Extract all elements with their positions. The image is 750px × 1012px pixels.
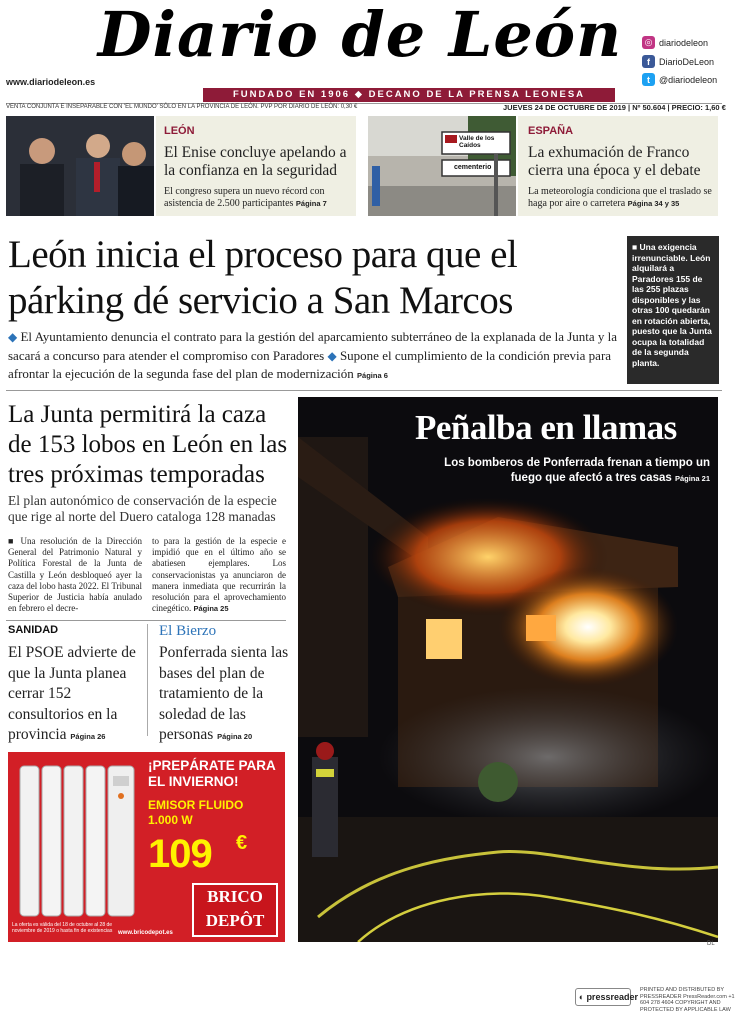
social-facebook-label: DiarioDeLeon <box>659 56 715 67</box>
main-sidebar-box <box>627 236 719 384</box>
teaser-espana-subhead <box>528 186 718 210</box>
twitter-icon: t <box>642 73 655 86</box>
teaser-leon-page: Página 7 <box>295 199 327 208</box>
lobos-col-2-text: to para la gestión de la especie e impidió que en el último año se abatiesen ejemplares. Los conservacionistas ya anunciaron de manera inmediata que recurrirán la resolución para el aprovechamiento cinegético. <box>152 536 286 614</box>
brico-logo-1: BRICO <box>207 887 263 906</box>
franco-photo[interactable] <box>368 116 516 216</box>
instagram-icon: ◎ <box>642 36 655 49</box>
teaser-leon-headline: El Enise concluye apelando a la confianza en la seguridad <box>164 144 347 179</box>
ad-headline <box>148 758 276 790</box>
photo-credit: DL <box>707 941 715 947</box>
ad-url[interactable]: www.bricodepot.es <box>118 930 173 936</box>
brico-logo-2: DEPÔT <box>205 911 265 930</box>
lobos-subhead: El plan autonómico de conservación de la especie que rige al norte del Duero cataloga 128 manadas <box>8 493 277 524</box>
bierzo-headline-text: Ponferrada sienta las bases del plan de tratamiento de la soledad de las personas <box>159 644 289 743</box>
pressreader-icon: ◐ <box>579 992 585 1002</box>
penalba-subhead <box>430 456 710 486</box>
ad-fine-print: La oferta es válida del 18 de octubre al 28 de noviembre de 2019 o hasta fin de existencias <box>12 922 113 934</box>
teaser-leon-section: LEÓN <box>164 125 195 137</box>
teaser-leon-subhead <box>164 186 356 210</box>
enise-photo-image <box>6 116 154 216</box>
divider <box>6 620 286 621</box>
lobos-col-1-text: Una resolución de la Dirección General del Patrimonio Natural y Política Forestal de la Junta de Castilla y León desbloqueó ayer la caza del lobo hasta 2022. El Tribunal Superior de Justicia había anulado en febrero el decre- <box>8 536 142 614</box>
main-body-2: Supone el cumplimiento de la condición previa para afrontar la ejecución de la segunda fase del plan de modernización <box>8 347 612 381</box>
website-url[interactable]: www.diariodeleon.es <box>6 77 96 87</box>
social-instagram-label: diariodeleon <box>659 37 709 48</box>
footer-note: PRINTED AND DISTRIBUTED BY PRESSREADER PressReader.com +1 604 278 4604 COPYRIGHT AND PROTECTED BY APPLICABLE LAW <box>640 987 735 1012</box>
brico-depot-logo <box>192 883 278 937</box>
sanidad-headline[interactable] <box>8 643 148 748</box>
social-instagram[interactable] <box>642 36 708 49</box>
franco-photo-image <box>368 116 516 216</box>
penalba-headline[interactable]: Peñalba en llamas <box>415 408 677 447</box>
motto-bar: FUNDADO EN 1906 ◆ DECANO DE LA PRENSA LEONESA <box>203 88 615 102</box>
sanidad-page: Página 26 <box>70 732 106 741</box>
main-page: Página 6 <box>357 371 388 380</box>
sanidad-headline-text: El PSOE advierte de que la Junta planea cerrar 152 consultorios en la provincia <box>8 644 136 743</box>
ad-product <box>148 798 243 828</box>
main-body <box>8 328 620 385</box>
teaser-leon-subhead-text: El congreso supera un nuevo récord con asistencia de 2.500 participantes <box>164 186 325 209</box>
facebook-icon: f <box>642 55 655 68</box>
teaser-espana-headline: La exhumación de Franco cierra una época y el debate <box>528 144 701 179</box>
teaser-espana-section: ESPAÑA <box>528 125 574 137</box>
bierzo-page: Página 20 <box>217 732 253 741</box>
bierzo-headline[interactable] <box>159 643 289 748</box>
square-bullet-icon: ■ <box>632 242 640 252</box>
teaser-espana[interactable] <box>518 116 718 216</box>
social-twitter[interactable] <box>642 73 717 86</box>
column-divider <box>147 624 148 736</box>
social-twitter-label: @diariodeleon <box>659 74 718 85</box>
bierzo-section: El Bierzo <box>159 623 217 639</box>
diamond-bullet-icon: ◆ <box>327 348 337 363</box>
ad-product-1: EMISOR FLUIDO <box>148 798 244 812</box>
ad-headline-1: ¡PREPÁRATE PARA <box>148 758 276 773</box>
enise-photo[interactable] <box>6 116 154 216</box>
ad-headline-2: EL INVIERNO! <box>148 774 239 789</box>
radiator-icon <box>16 762 138 920</box>
social-facebook[interactable] <box>642 55 714 68</box>
sidebar-text: León alquilará a Paradores 155 de las 255 plazas disponibles y las otras 100 quedarán en rotación abierta, puesto que la Junta ocupa la totalidad de la segunda planta. <box>632 252 712 368</box>
sidebar-title: Una exigencia irrenunciable. <box>632 242 697 263</box>
teaser-espana-page: Página 34 y 35 <box>627 199 680 208</box>
sanidad-section: SANIDAD <box>8 624 59 636</box>
lobos-column-2 <box>152 536 286 614</box>
main-body-1: El Ayuntamiento denuncia el contrato para la gestión del aparcamiento subterráneo de la explanada de la Junta y la sacará a concurso para atender el compromiso con Paradores <box>8 329 618 363</box>
penalba-page: Página 21 <box>674 474 710 483</box>
sign-valle: Valle de los Caídos <box>459 135 495 149</box>
lobos-page: Página 25 <box>193 604 229 614</box>
ad-price: 109 <box>148 832 212 876</box>
masthead-title: Diario de León <box>97 0 623 71</box>
teaser-leon[interactable] <box>156 116 356 216</box>
penalba-subhead-text: Los bomberos de Ponferrada frenan a tiempo un fuego que afectó a tres casas <box>444 457 710 484</box>
square-bullet-icon: ■ <box>8 536 21 546</box>
ad-currency: € <box>236 832 248 854</box>
ad-product-2: 1.000 W <box>148 813 193 827</box>
pressreader-badge[interactable] <box>575 988 638 1006</box>
pressreader-label: pressreader <box>586 992 638 1002</box>
main-headline[interactable]: León inicia el proceso para que el párking dé servicio a San Marcos <box>8 233 518 322</box>
teaser-espana-subhead-text: La meteorología condiciona que el traslado se haga por aire o carretera <box>528 186 712 209</box>
dateline: JUEVES 24 DE OCTUBRE DE 2019 | Nº 50.604 | PRECIO: 1,60 € <box>503 103 726 112</box>
sign-cementerio: cementerio <box>454 164 492 171</box>
divider <box>6 390 722 391</box>
lobos-headline[interactable]: La Junta permitirá la caza de 153 lobos en León en las tres próximas temporadas <box>8 401 288 488</box>
diamond-bullet-icon: ◆ <box>8 330 18 344</box>
lobos-column-1 <box>8 536 142 614</box>
legal-notice: VENTA CONJUNTA E INSEPARABLE CON 'EL MUNDO' SÓLO EN LA PROVINCIA DE LEÓN. PVP POR DIARIO DE LEÓN: 0,30 € <box>6 104 358 110</box>
